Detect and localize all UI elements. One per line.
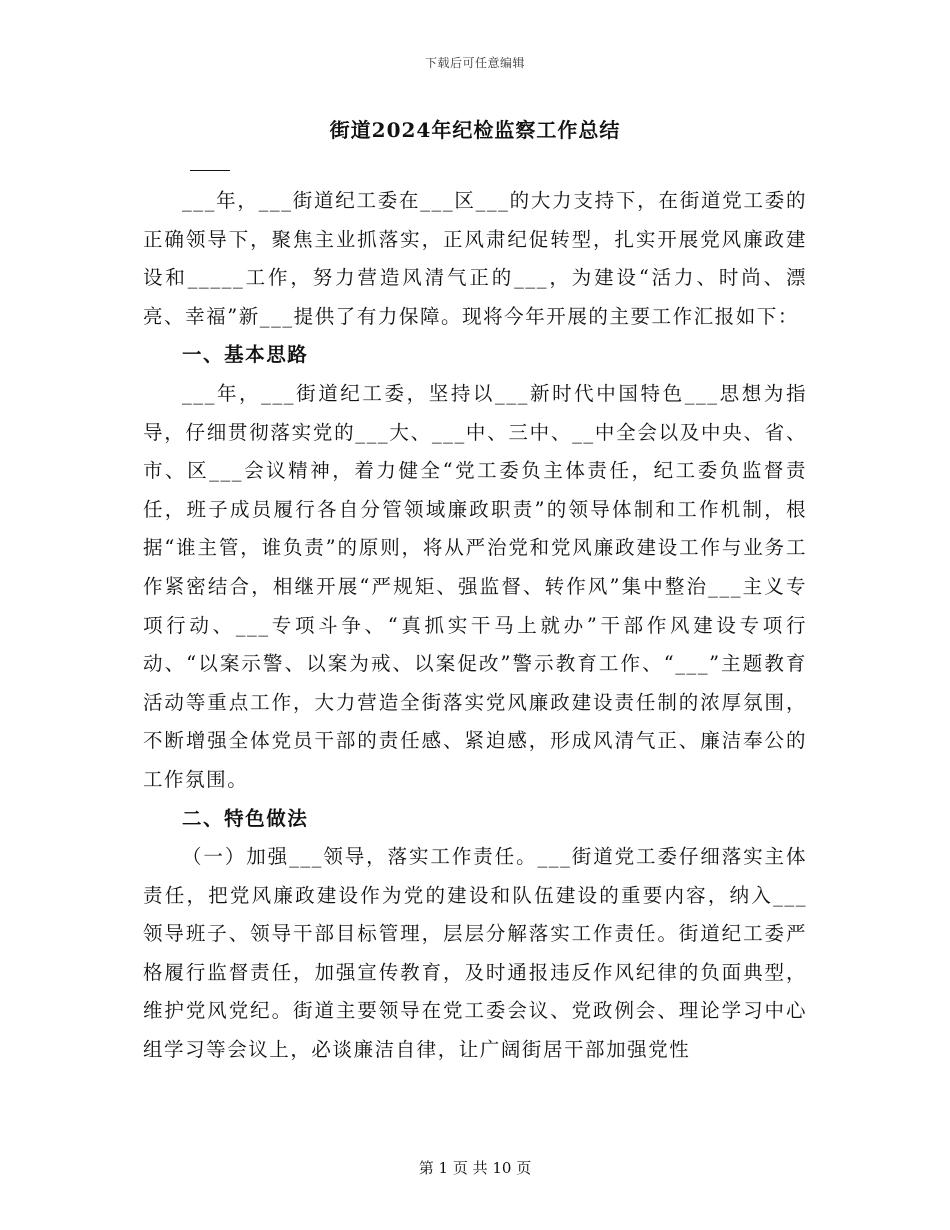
blank-underline [190, 170, 230, 171]
page-number: 第 1 页 共 10 页 [418, 1159, 532, 1177]
section-heading-basic-approach: 一、基本思路 [182, 343, 309, 367]
document-body [143, 182, 807, 1070]
intro-paragraph: ___年，___街道纪工委在___区___的大力支持下，在街道党工委的正确领导下，聚焦主业抓落实，正风肃纪促转型，扎实开展党风廉政建设和_____工作，努力营造风清气正的___，为建设“活力、时尚、漂亮、幸福”新___提供了有力保障。现将今年开展的主要工作汇报如下： [143, 189, 807, 328]
basic-approach-paragraph: ___年，___街道纪工委，坚持以___新时代中国特色___思想为指导，仔细贯彻落实党的___大、___中、三中、__中全会以及中央、省、市、区___会议精神，着力健全“党工委负主体责任，纪工委负监督责任，班子成员履行各自分管领域廉政职责”的领导体制和工作机制，根据“谁主管，谁负责”的原则，将从严治党和党风廉政建设工作与业务工作紧密结合，相继开展“严规矩、强监督、转作风”集中整治___主义专项行动、___专项斗争、“真抓实干马上就办”干部作风建设专项行动、“以案示警、以案为戒、以案促改”警示教育工作、“___”主题教育活动等重点工作，大力营造全街落实党风廉政建设责任制的浓厚氛围，不断增强全体党员干部的责任感、紧迫感，形成风清气正、廉洁奉公的工作氛围。 [143, 381, 807, 791]
featured-practices-paragraph: （一）加强___领导，落实工作责任。___街道党工委仔细落实主体责任，把党风廉政建设作为党的建设和队伍建设的重要内容，纳入___领导班子、领导干部目标管理，层层分解落实工作责任。街道纪工委严格履行监督责任，加强宣传教育，及时通报违反作风纪律的负面典型，维护党风党纪。街道主要领导在党工委会议、党政例会、理论学习中心组学习等会议上，必谈廉洁自律，让广阔街居干部加强党性 [143, 845, 807, 1062]
header-note: 下载后可任意编辑 [424, 56, 525, 70]
section-heading-featured-practices: 二、特色做法 [182, 806, 309, 830]
document-title: 街道2024年纪检监察工作总结 [329, 118, 621, 142]
